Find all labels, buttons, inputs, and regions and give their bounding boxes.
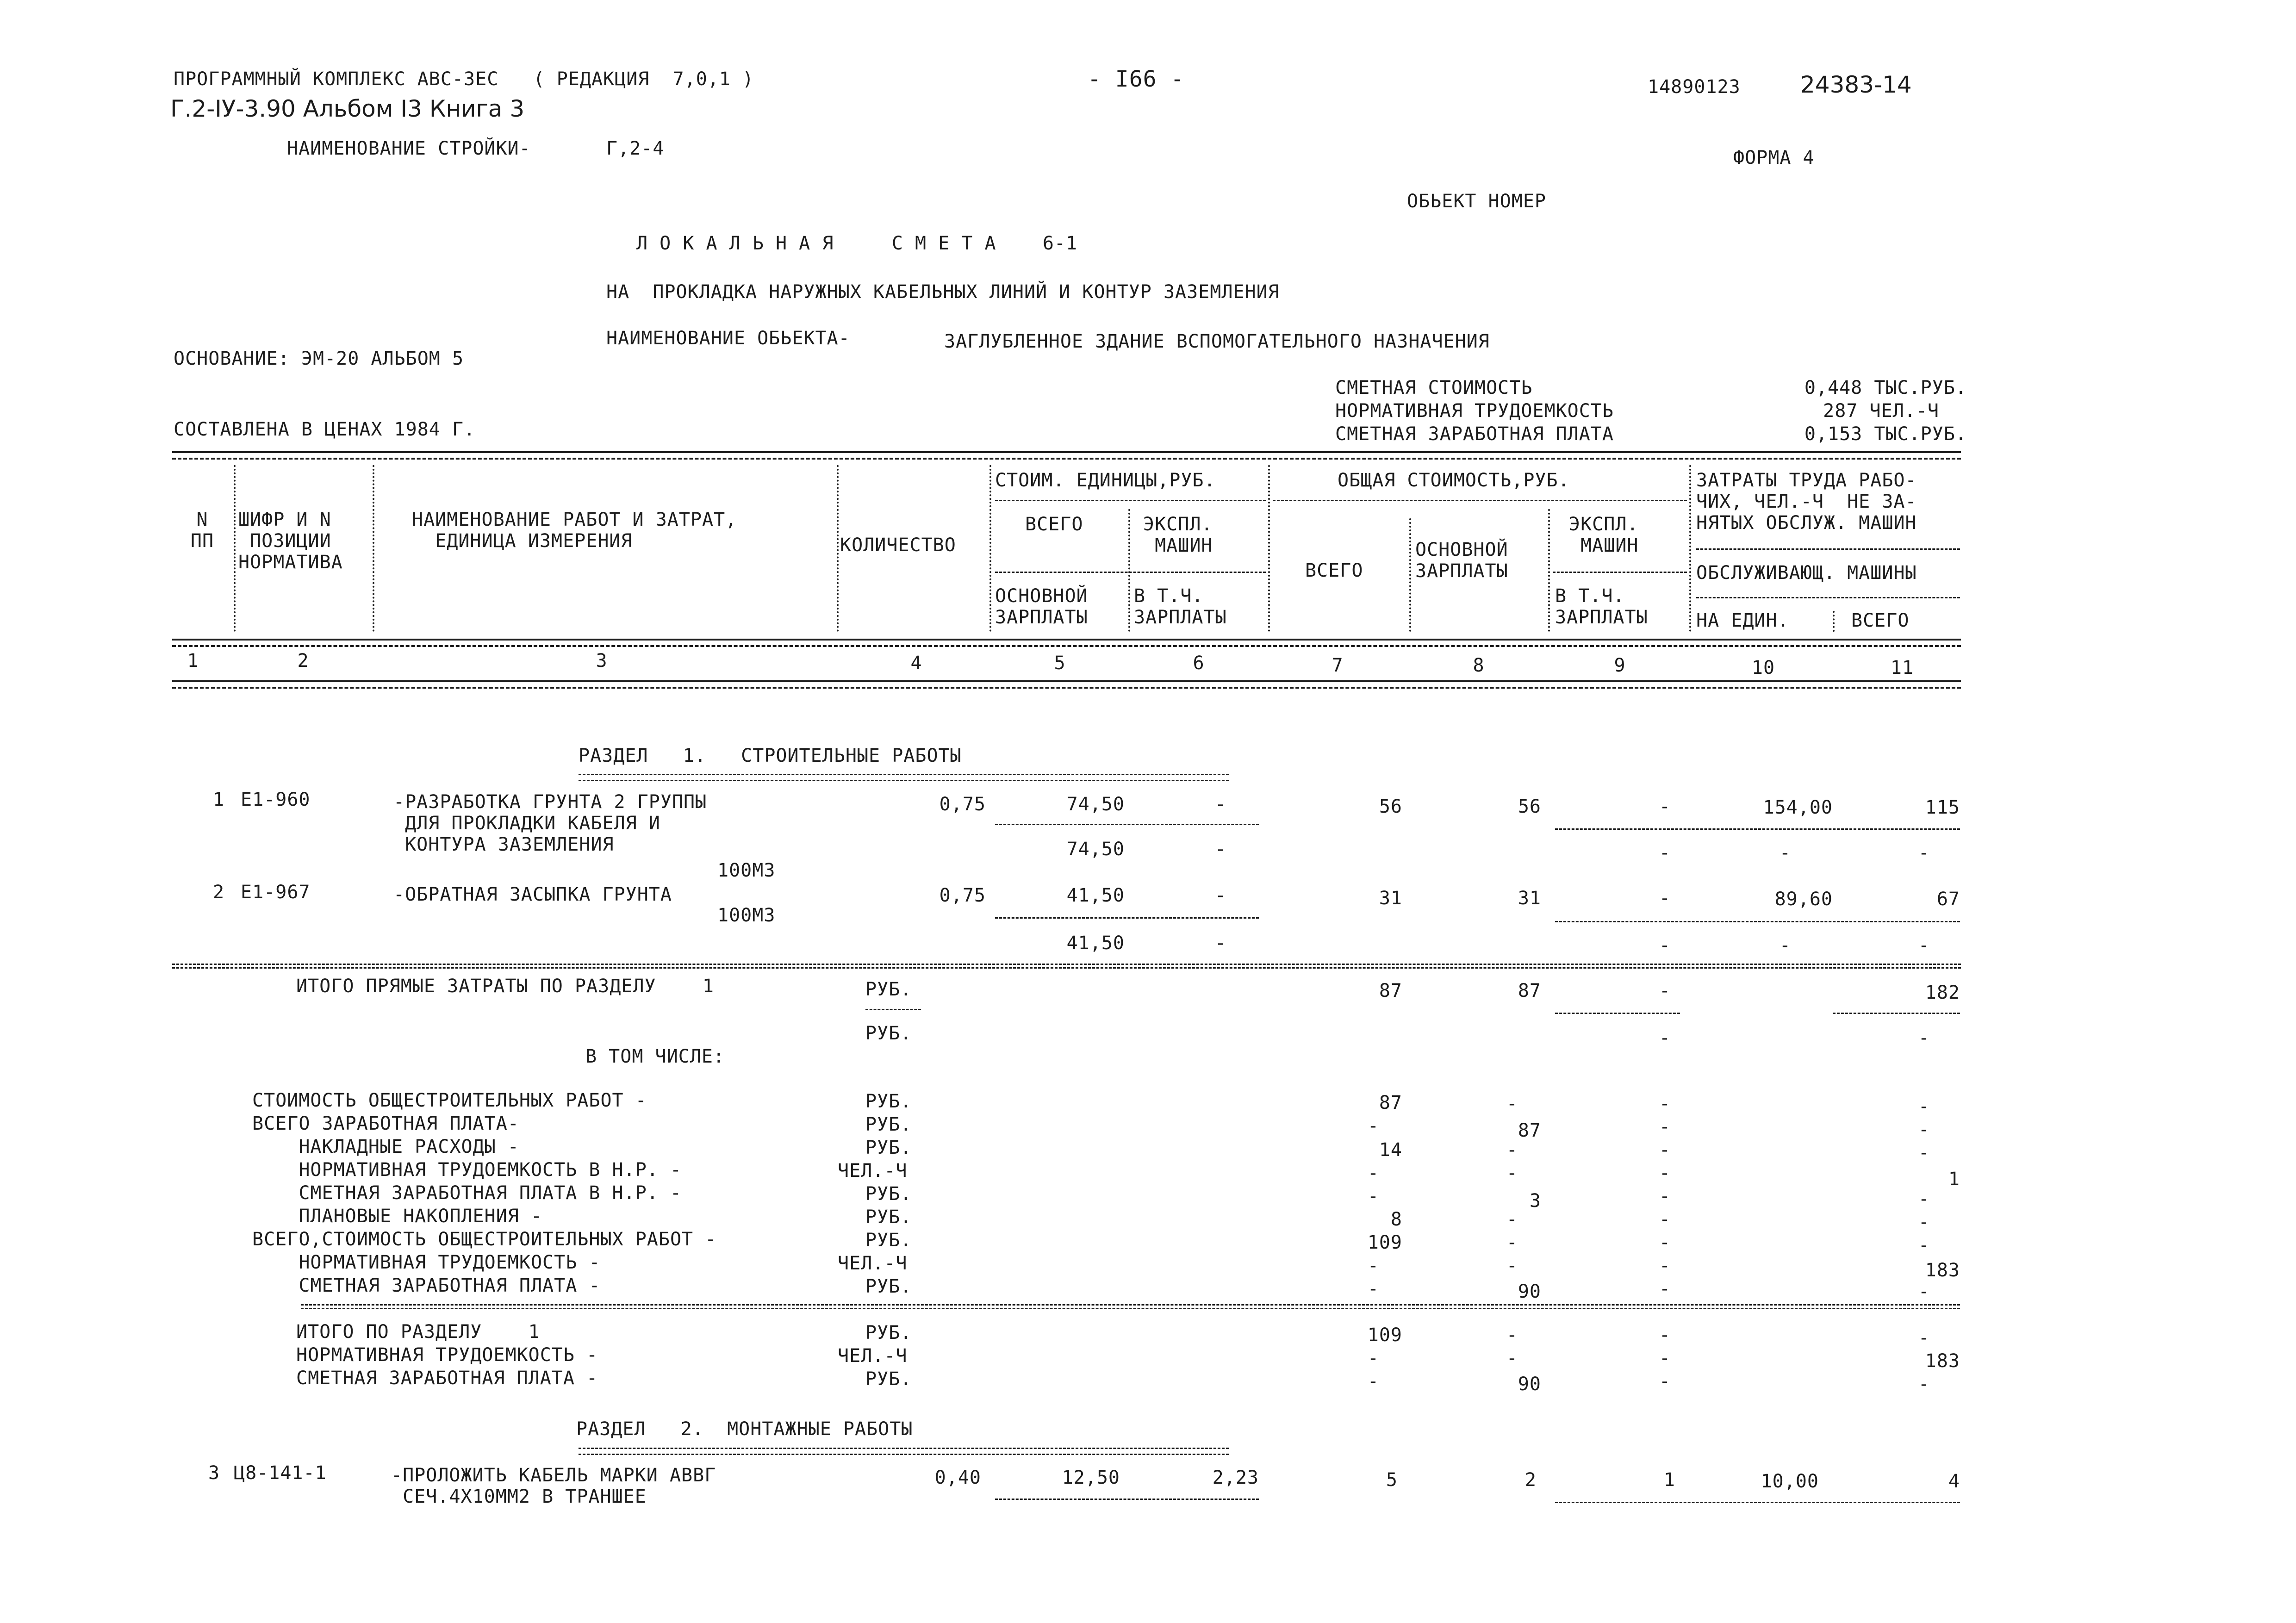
program-info: ПРОГРАММНЫЙ КОМПЛЕКС АВС-3ЕС ( РЕДАКЦИЯ 7,0,1 )	[174, 68, 754, 90]
rule	[995, 572, 1266, 573]
column-number: 6	[1193, 653, 1205, 674]
direct-costs-total: 87	[1379, 980, 1402, 1001]
column-divider	[837, 465, 839, 632]
rule	[995, 500, 1266, 501]
item-total: 87	[1379, 1092, 1402, 1113]
object-value: ЗАГЛУБЛЕННОЕ ЗДАНИЕ ВСПОМОГАТЕЛЬНОГО НАЗНАЧЕНИЯ	[944, 331, 1490, 352]
row-total: 5	[1386, 1469, 1398, 1491]
row-unit-total: 41,50	[1066, 885, 1125, 906]
item-labor: -	[1918, 1096, 1930, 1117]
rule	[301, 1308, 1960, 1309]
item-total: -	[1367, 1371, 1379, 1392]
rule	[995, 824, 1259, 825]
row-number: 1	[213, 789, 225, 810]
item-labor: -	[1918, 1281, 1930, 1302]
row-labor-service-unit: -	[1779, 842, 1791, 864]
header-total-machines: ЭКСПЛ. МАШИН	[1569, 514, 1639, 556]
item-unit: РУБ.	[865, 1322, 912, 1343]
summary-label: СМЕТНАЯ СТОИМОСТЬ	[1335, 377, 1533, 398]
header-labor: ЗАТРАТЫ ТРУДА РАБО- ЧИХ, ЧЕЛ.-Ч НЕ ЗА- НЯТЫХ ОБСЛУЖ. МАШИН	[1696, 470, 1917, 534]
row-name: -ПРОЛОЖИТЬ КАБЕЛЬ МАРКИ АВВГ СЕЧ.4Х10ММ2 В ТРАНШЕЕ	[391, 1465, 716, 1507]
item-label: ИТОГО ПО РАЗДЕЛУ 1	[296, 1321, 540, 1343]
basis: ОСНОВАНИЕ: ЭМ-20 АЛЬБОМ 5	[174, 348, 464, 369]
item-unit: РУБ.	[865, 1183, 912, 1205]
row-code: Е1-967	[241, 882, 311, 903]
row-labor-service-total: -	[1918, 935, 1930, 956]
item-unit: РУБ.	[865, 1091, 912, 1112]
item-wage: -	[1506, 1209, 1518, 1230]
document-title: Л О К А Л Ь Н А Я С М Е Т А 6-1	[636, 233, 1078, 254]
direct-costs-machines: -	[1659, 1027, 1671, 1049]
item-label: СТОИМОСТЬ ОБЩЕСТРОИТЕЛЬНЫХ РАБОТ -	[252, 1090, 647, 1111]
item-wage: -	[1506, 1139, 1518, 1161]
direct-costs-machines: -	[1659, 980, 1671, 1001]
row-unit: 100М3	[717, 905, 776, 926]
rule	[1833, 1013, 1960, 1014]
item-total: -	[1367, 1115, 1379, 1137]
row-total-incl-wage: -	[1659, 842, 1671, 864]
header-labor-per-unit: НА ЕДИН.	[1696, 610, 1789, 631]
summary-label: СМЕТНАЯ ЗАРАБОТНАЯ ПЛАТА	[1335, 423, 1614, 445]
direct-costs-labor: 182	[1925, 982, 1960, 1003]
column-number: 7	[1332, 655, 1344, 676]
rule	[172, 458, 1961, 460]
item-total: -	[1367, 1186, 1379, 1207]
item-machines: -	[1659, 1186, 1671, 1207]
row-total-wage: 56	[1518, 796, 1541, 817]
item-labor: -	[1918, 1188, 1930, 1210]
summary-value: 287 ЧЕЛ.-Ч	[1823, 400, 1939, 422]
row-unit-machines: -	[1214, 885, 1226, 906]
item-wage: -	[1506, 1325, 1518, 1346]
object-number-label: ОБЬЕКТ НОМЕР	[1407, 191, 1546, 212]
summary-label: НОРМАТИВНАЯ ТРУДОЕМКОСТЬ	[1335, 400, 1614, 422]
column-number: 9	[1614, 655, 1626, 676]
rule	[1555, 1502, 1960, 1503]
rule	[301, 1304, 1960, 1306]
item-unit: РУБ.	[865, 1276, 912, 1297]
item-total: -	[1367, 1278, 1379, 1300]
item-unit: ЧЕЛ.-Ч	[838, 1345, 908, 1367]
direct-costs-wage: 87	[1518, 980, 1541, 1001]
object-label: НАИМЕНОВАНИЕ ОБЬЕКТА-	[606, 328, 850, 349]
column-number: 2	[297, 650, 309, 672]
item-total: 14	[1379, 1139, 1402, 1161]
row-number: 2	[213, 882, 225, 903]
rule	[172, 967, 1961, 969]
header-total-cost: ОБЩАЯ СТОИМОСТЬ,РУБ.	[1338, 470, 1570, 491]
row-total: 56	[1379, 796, 1402, 817]
rule	[172, 687, 1961, 689]
rule	[172, 639, 1961, 640]
column-divider	[373, 465, 374, 632]
row-labor-unit: 10,00	[1761, 1471, 1819, 1492]
row-labor-total: 115	[1925, 797, 1960, 818]
rule	[1696, 597, 1960, 598]
row-unit-wage: 41,50	[1066, 933, 1125, 954]
double-rule	[579, 1448, 1229, 1455]
row-total-incl-wage: -	[1659, 935, 1671, 956]
column-divider	[234, 465, 236, 632]
item-machines: -	[1659, 1325, 1671, 1346]
item-total: 109	[1367, 1325, 1402, 1346]
item-unit: ЧЕЛ.-Ч	[838, 1160, 908, 1181]
column-divider	[1409, 518, 1411, 632]
item-label: СМЕТНАЯ ЗАРАБОТНАЯ ПЛАТА В Н.Р. -	[252, 1182, 682, 1204]
item-wage: -	[1506, 1232, 1518, 1253]
section-title: РАЗДЕЛ 1. СТРОИТЕЛЬНЫЕ РАБОТЫ	[579, 745, 962, 766]
double-rule	[579, 774, 1229, 781]
item-machines: -	[1659, 1348, 1671, 1369]
item-machines: -	[1659, 1278, 1671, 1300]
rule	[995, 1499, 1259, 1500]
rule	[995, 917, 1259, 919]
price-basis: СОСТАВЛЕНА В ЦЕНАХ 1984 Г.	[174, 419, 476, 440]
item-machines: -	[1659, 1139, 1671, 1161]
item-labor: -	[1918, 1235, 1930, 1256]
item-wage: 87	[1518, 1120, 1541, 1141]
rule	[1553, 572, 1687, 573]
row-code: Ц8-141-1	[234, 1462, 327, 1484]
row-labor-unit: 154,00	[1763, 797, 1833, 818]
header-total-wage: ОСНОВНОЙ ЗАРПЛАТЫ	[1415, 539, 1508, 582]
item-wage: 90	[1518, 1374, 1541, 1395]
item-machines: -	[1659, 1255, 1671, 1276]
item-labor: -	[1918, 1327, 1930, 1349]
row-unit-incl-wage: -	[1214, 933, 1226, 954]
row-total-wage: 2	[1524, 1469, 1537, 1491]
item-unit: РУБ.	[865, 1114, 912, 1135]
row-unit-machines: 2,23	[1212, 1467, 1259, 1488]
item-wage: 90	[1518, 1281, 1541, 1302]
item-labor: 183	[1925, 1260, 1960, 1281]
row-labor-service-unit: -	[1779, 935, 1791, 956]
column-divider	[1548, 509, 1550, 632]
row-quantity: 0,40	[934, 1467, 981, 1488]
item-unit: РУБ.	[865, 1230, 912, 1251]
row-unit-total: 74,50	[1066, 794, 1125, 815]
page-number: - I66 -	[1088, 66, 1185, 92]
row-unit-total: 12,50	[1062, 1467, 1120, 1488]
column-divider	[1689, 465, 1691, 632]
header-cell-no: N ПП	[190, 509, 214, 552]
item-label: НОРМАТИВНАЯ ТРУДОЕМКОСТЬ -	[296, 1344, 598, 1366]
row-unit-incl-wage: -	[1214, 839, 1226, 860]
column-number: 3	[596, 650, 608, 672]
rule	[1555, 1013, 1680, 1014]
item-total: -	[1367, 1255, 1379, 1276]
summary-value: 0,153 ТЫС.РУБ.	[1804, 423, 1967, 445]
row-labor-unit: 89,60	[1774, 889, 1833, 910]
column-number: 10	[1751, 657, 1775, 678]
section-title: РАЗДЕЛ 2. МОНТАЖНЫЕ РАБОТЫ	[576, 1418, 913, 1440]
item-machines: -	[1659, 1371, 1671, 1392]
row-code: Е1-960	[241, 789, 311, 810]
column-number: 1	[187, 650, 199, 672]
album-reference: Г.2-IУ-3.90 Альбом I3 Книга 3	[170, 95, 525, 122]
direct-costs-labor: -	[1918, 1027, 1930, 1049]
row-labor-total: 4	[1948, 1471, 1960, 1492]
rule	[172, 964, 1961, 965]
row-unit-machines: -	[1214, 794, 1226, 815]
handwritten-number: 24383-14	[1800, 71, 1912, 98]
rule	[1696, 548, 1960, 550]
item-wage: -	[1506, 1093, 1518, 1114]
item-label: НОРМАТИВНАЯ ТРУДОЕМКОСТЬ В Н.Р. -	[252, 1159, 682, 1181]
row-unit: 100М3	[717, 860, 776, 881]
row-total-machines: -	[1659, 888, 1671, 909]
header-unit-machines: ЭКСПЛ. МАШИН	[1143, 514, 1213, 556]
item-unit: РУБ.	[865, 1137, 912, 1158]
column-number: 8	[1473, 655, 1485, 676]
header-unit-total: ВСЕГО	[1025, 514, 1083, 535]
item-machines: -	[1659, 1116, 1671, 1138]
summary-value: 0,448 ТЫС.РУБ.	[1804, 377, 1967, 398]
document-subject: НА ПРОКЛАДКА НАРУЖНЫХ КАБЕЛЬНЫХ ЛИНИЙ И КОНТУР ЗАЗЕМЛЕНИЯ	[606, 281, 1280, 303]
header-total-all: ВСЕГО	[1305, 560, 1363, 581]
rule	[1555, 921, 1960, 922]
header-cell-code: ШИФР И N ПОЗИЦИИ НОРМАТИВА	[238, 509, 343, 573]
item-label: ВСЕГО ЗАРАБОТНАЯ ПЛАТА-	[252, 1113, 519, 1134]
item-unit: РУБ.	[865, 1206, 912, 1228]
header-unit-incl-wage: В Т.Ч. ЗАРПЛАТЫ	[1134, 585, 1227, 628]
item-labor: 183	[1925, 1350, 1960, 1372]
item-label: НАКЛАДНЫЕ РАСХОДЫ -	[252, 1136, 519, 1157]
item-total: 8	[1390, 1209, 1402, 1230]
row-total-wage: 31	[1518, 888, 1541, 909]
item-labor: -	[1918, 1212, 1930, 1233]
row-labor-service-total: -	[1918, 842, 1930, 864]
item-wage: -	[1506, 1348, 1518, 1369]
header-labor-service: ОБСЛУЖИВАЮЩ. МАШИНЫ	[1696, 562, 1917, 584]
item-wage: -	[1506, 1255, 1518, 1276]
direct-costs-unit: РУБ.	[865, 1023, 912, 1044]
item-label: ВСЕГО,СТОИМОСТЬ ОБЩЕСТРОИТЕЛЬНЫХ РАБОТ -	[252, 1229, 717, 1250]
column-number: 11	[1890, 657, 1914, 678]
rule	[172, 645, 1961, 647]
row-total-machines: -	[1659, 796, 1671, 817]
item-label: СМЕТНАЯ ЗАРАБОТНАЯ ПЛАТА -	[252, 1275, 601, 1296]
item-label: ПЛАНОВЫЕ НАКОПЛЕНИЯ -	[252, 1206, 543, 1227]
rule	[1273, 500, 1687, 501]
item-unit: ЧЕЛ.-Ч	[838, 1253, 908, 1274]
item-labor: 1	[1948, 1169, 1960, 1190]
row-total: 31	[1379, 888, 1402, 909]
item-labor: -	[1918, 1119, 1930, 1140]
row-unit-wage: 74,50	[1066, 839, 1125, 860]
item-machines: -	[1659, 1232, 1671, 1253]
row-number: 3	[208, 1462, 220, 1484]
header-cell-quantity: КОЛИЧЕСТВО	[840, 535, 956, 556]
item-labor: -	[1918, 1374, 1930, 1395]
row-labor-total: 67	[1936, 889, 1960, 910]
header-cell-name: НАИМЕНОВАНИЕ РАБОТ И ЗАТРАТ, ЕДИНИЦА ИЗМЕРЕНИЯ	[412, 509, 737, 552]
item-label: СМЕТНАЯ ЗАРАБОТНАЯ ПЛАТА -	[296, 1368, 598, 1389]
column-divider	[1268, 465, 1270, 632]
row-quantity: 0,75	[939, 794, 986, 815]
item-labor: -	[1918, 1142, 1930, 1163]
column-divider	[1833, 611, 1835, 632]
rule	[172, 451, 1961, 453]
rule	[1555, 828, 1960, 830]
row-name: -ОБРАТНАЯ ЗАСЫПКА ГРУНТА	[393, 884, 672, 905]
column-number: 5	[1054, 653, 1066, 674]
item-total: -	[1367, 1163, 1379, 1184]
direct-costs-label: ИТОГО ПРЯМЫЕ ЗАТРАТЫ ПО РАЗДЕЛУ 1	[296, 976, 714, 997]
item-machines: -	[1659, 1163, 1671, 1184]
item-total: -	[1367, 1348, 1379, 1369]
row-quantity: 0,75	[939, 885, 986, 906]
item-unit: РУБ.	[865, 1368, 912, 1390]
rule	[172, 680, 1961, 682]
rule	[865, 1009, 921, 1010]
column-number: 4	[910, 653, 922, 674]
header-labor-total: ВСЕГО	[1851, 610, 1910, 631]
row-name: -РАЗРАБОТКА ГРУНТА 2 ГРУППЫ ДЛЯ ПРОКЛАДКИ КАБЕЛЯ И КОНТУРА ЗАЗЕМЛЕНИЯ	[393, 791, 707, 855]
header-unit-cost: СТОИМ. ЕДИНИЦЫ,РУБ.	[995, 470, 1216, 491]
form-label: ФОРМА 4	[1733, 147, 1815, 168]
row-total-machines: 1	[1663, 1469, 1675, 1491]
including-label: В ТОМ ЧИСЛЕ:	[585, 1046, 725, 1067]
document-code: 14890123	[1648, 76, 1741, 98]
header-unit-wage: ОСНОВНОЙ ЗАРПЛАТЫ	[995, 585, 1088, 628]
item-wage: 3	[1529, 1190, 1541, 1212]
item-total: 109	[1367, 1232, 1402, 1253]
column-divider	[1128, 509, 1130, 632]
construction-value: Г,2-4	[606, 138, 665, 159]
item-machines: -	[1659, 1093, 1671, 1114]
column-divider	[989, 465, 991, 632]
item-wage: -	[1506, 1163, 1518, 1184]
item-label: НОРМАТИВНАЯ ТРУДОЕМКОСТЬ -	[252, 1252, 601, 1273]
header-total-incl-wage: В Т.Ч. ЗАРПЛАТЫ	[1555, 585, 1648, 628]
direct-costs-unit: РУБ.	[865, 979, 912, 1000]
item-machines: -	[1659, 1209, 1671, 1230]
construction-label: НАИМЕНОВАНИЕ СТРОЙКИ-	[287, 138, 531, 159]
